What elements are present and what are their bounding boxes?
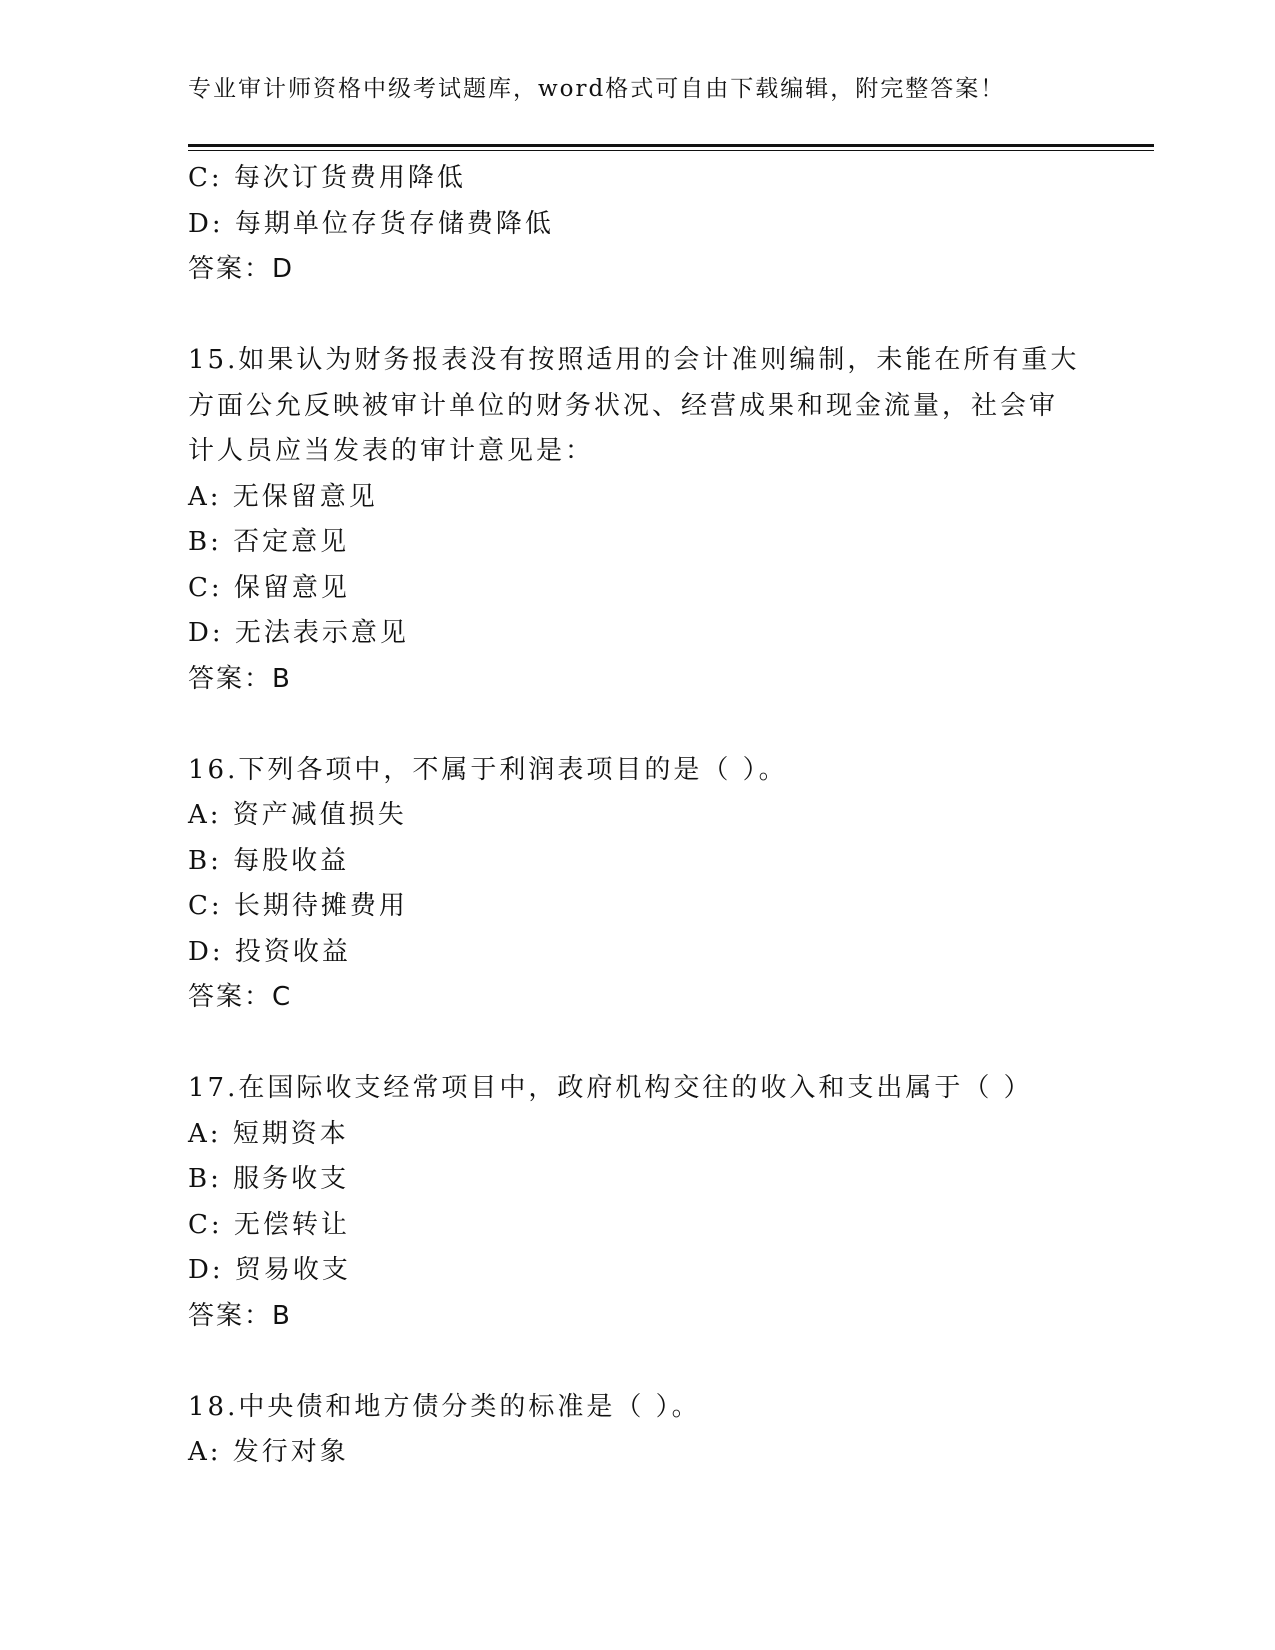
question-stem-line: 15.如果认为财务报表没有按照适用的会计准则编制，未能在所有重大 bbox=[188, 345, 1080, 375]
option-d: D: 无法表示意见 bbox=[188, 618, 409, 648]
option-a: A: 发行对象 bbox=[188, 1437, 349, 1467]
question-stem-line: 17.在国际收支经常项目中，政府机构交往的收入和支出属于（ ） bbox=[188, 1073, 1033, 1103]
option-b: B: 否定意见 bbox=[188, 527, 350, 557]
option-b: B: 每股收益 bbox=[188, 845, 350, 876]
question-16 bbox=[188, 748, 1118, 1021]
option-d: D: 每期单位存货存储费降低 bbox=[188, 208, 554, 239]
question-18 bbox=[188, 1385, 1118, 1476]
option-a: A: 资产减值损失 bbox=[188, 800, 407, 830]
header-rule-thick bbox=[188, 144, 1154, 147]
spacer bbox=[188, 293, 1118, 339]
question-stem-line: 计人员应当发表的审计意见是： bbox=[188, 436, 595, 466]
option-d: D: 贸易收支 bbox=[188, 1255, 351, 1285]
option-d: D: 投资收益 bbox=[188, 936, 351, 967]
header-rule-thin bbox=[188, 150, 1154, 151]
question-15 bbox=[188, 338, 1118, 702]
question-stem-line: 16.下列各项中，不属于利润表项目的是（ ）。 bbox=[188, 754, 788, 785]
question-14-continuation bbox=[188, 156, 1118, 293]
answer-line: 答案：D bbox=[188, 254, 295, 284]
option-c: C: 每次订货费用降低 bbox=[188, 163, 466, 193]
question-content bbox=[188, 156, 1118, 1476]
answer-line: 答案：B bbox=[188, 1300, 292, 1331]
page-header: 专业审计师资格中级考试题库，word格式可自由下载编辑，附完整答案！ bbox=[188, 76, 1006, 102]
spacer bbox=[188, 1021, 1118, 1067]
spacer bbox=[188, 702, 1118, 748]
question-17 bbox=[188, 1066, 1118, 1339]
option-c: C: 无偿转让 bbox=[188, 1209, 350, 1240]
spacer bbox=[188, 1339, 1118, 1385]
option-c: C: 保留意见 bbox=[188, 572, 350, 603]
option-b: B: 服务收支 bbox=[188, 1164, 350, 1194]
option-a: A: 无保留意见 bbox=[188, 481, 378, 512]
option-a: A: 短期资本 bbox=[188, 1118, 349, 1149]
question-stem-line: 18.中央债和地方债分类的标准是（ ）。 bbox=[188, 1391, 701, 1422]
answer-line: 答案：C bbox=[188, 982, 293, 1012]
question-stem-line: 方面公允反映被审计单位的财务状况、经营成果和现金流量，社会审 bbox=[188, 390, 1059, 421]
option-c: C: 长期待摊费用 bbox=[188, 891, 408, 921]
answer-line: 答案：B bbox=[188, 663, 292, 694]
